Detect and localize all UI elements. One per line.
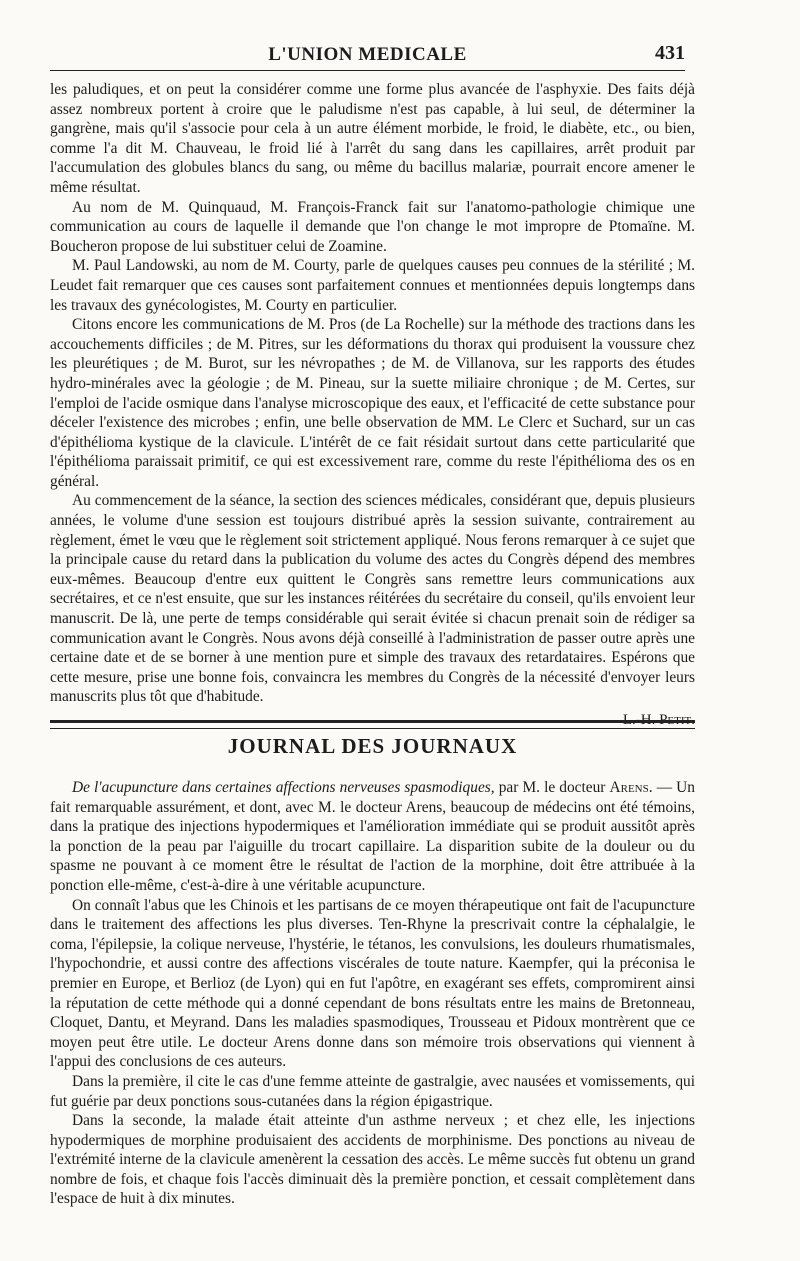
congress-report-section <box>50 80 695 731</box>
paragraph-text: — Un fait remarquable assurément, et dont, avec M. le docteur Arens, beaucoup de médecins ont été témoins, dans la pratique des injections hypodermiques et l'amélioration immédiate qui se produit aussitôt après la ponction de la peau par l'aiguille du trocart capillaire. La disparition subite de la douleur ou du spasme ne pouvant à ce moment être le résultat de l'action de la morphine, doit être attribuée à la ponction elle-même, c'est-à-dire à une véritable acupuncture. <box>50 779 695 894</box>
journal-review-section <box>50 778 695 1209</box>
section-divider <box>50 720 695 729</box>
page-header <box>50 40 685 70</box>
paragraph: M. Paul Landowski, au nom de M. Courty, parle de quelques causes peu connues de la stérilité ; M. Leudet fait remarquer que ces causes sont parfaitement connues et mentionnées depuis longtemps dans les travaux des gynécologistes, M. Courty en particulier. <box>50 257 695 314</box>
paragraph: On connaît l'abus que les Chinois et les partisans de ce moyen thérapeutique ont fait de l'acupuncture dans le traitement des affections les plus diverses. Ten-Rhyne la prescrivait contre la céphalalgie, le coma, l'épilepsie, la colique nerveuse, l'hystérie, le tétanos, les convulsions, les douleurs rhumatismales, l'hypochondrie, et aussi contre des affections viscérales de toute nature. Kaempfer, qui la préconisa le premier en Europe, et Berlioz (de Lyon) qui en fut l'apôtre, en exagérant ses effets, compromirent ainsi la réputation de cette méthode qui a donné cependant de bons résultats entre les mains de Bretonneau, Cloquet, Dantu, et Meyrand. Dans les maladies spasmodiques, Trousseau et Pidoux montrèrent que ce moyen peut être utile. Le docteur Arens donne dans son mémoire trois observations qui viennent à l'appui des conclusions de ces auteurs. <box>50 896 695 1071</box>
paragraph: Au commencement de la séance, la section des sciences médicales, considérant que, depuis plusieurs années, le volume d'une session est toujours distribué après la session suivante, contrairement au règlement, émet le vœu que le règlement soit strictement appliqué. Nous ferons remarquer à ce sujet que la principale cause du retard dans la publication du volume des actes du Congrès dépend des membres eux-mêmes. Beaucoup d'entre eux quittent le Congrès sans remettre leurs communications aux secrétaires, et ce n'est ensuite, que sur les instances réitérées du secrétaire du conseil, qu'ils envoient leur manuscrit. De là, une perte de temps considérable qui serait évitée si chacun prenait soin de rédiger sa communication avant le Congrès. Nous avons déjà conseillé à l'administration de passer outre après une certaine date et de se borner à une mention pure et simple des travaux des retardataires. Espérons que cette mesure, prise une bonne fois, convaincra les membres du Congrès de la nécessité d'envoyer leurs manuscrits plus tôt que d'habitude. <box>50 492 695 706</box>
page-number: 431 <box>655 42 685 64</box>
paragraph <box>50 778 695 896</box>
author-signature: L.-H. Petit. <box>622 712 695 728</box>
author-name: Arens. <box>609 779 653 796</box>
paragraph: Citons encore les communications de M. Pros (de La Rochelle) sur la méthode des tractions dans les accouchements difficiles ; de M. Pitres, sur les déformations du thorax qui produisent la voussure chez les pleurétiques ; de M. Burot, sur les névropathes ; de M. de Villanova, sur les rapports des études hydro-minérales avec la géologie ; de M. Pineau, sur la suette miliaire chronique ; de M. Certes, sur l'emploi de l'acide osmique dans l'analyse microscopique des eaux, et l'efficacité de cette substance pour déceler l'existence des microbes ; enfin, une belle observation de MM. Le Clerc et Suchard, sur un cas d'épithélioma kystique de la clavicule. L'intérêt de ce fait résidait surtout dans cette particularité que l'épithélioma paraissait primitif, ce qui est excessivement rare, comme du reste l'épithélioma des os en général. <box>50 316 695 490</box>
paragraph: Dans la première, il cite le cas d'une femme atteinte de gastralgie, avec nausées et vomissements, qui fut guérie par deux ponctions sous-cutanées dans la région épigastrique. <box>50 1072 695 1110</box>
paragraph: les paludiques, et on peut la considérer comme une forme plus avancée de l'asphyxie. Des faits déjà assez nombreux portent à croire que le paludisme n'est pas capable, à lui seul, de déterminer la gangrène, mais qu'il s'associe pour cela à un autre élément morbide, le froid, le diabète, etc., ou bien, comme l'a dit M. Chauveau, le froid lié à l'arrêt du sang dans les capillaires, arrêt produit par l'accumulation des globules blancs du sang, ou même du bacillus malariæ, pourrait encore amener le même résultat. <box>50 81 695 196</box>
byline-prefix: par M. le docteur <box>498 779 606 796</box>
section-heading: JOURNAL DES JOURNAUX <box>227 734 518 758</box>
header-rule <box>50 70 685 71</box>
paragraph: Au nom de M. Quinquaud, M. François-Franck fait sur l'anatomo-pathologie chimique une communication au cours de laquelle il demande que l'on change le mot impropre de Ptomaïne. M. Boucheron propose de lui substituer celui de Zoamine. <box>50 198 695 255</box>
paragraph: Dans la seconde, la malade était atteinte d'un asthme nerveux ; et chez elle, les injections hypodermiques de morphine produisaient des accidents de morphinisme. Des ponctions au niveau de l'extrémité interne de la clavicule amenèrent la cessation des accès. Le même succès fut obtenu un grand nombre de fois, et chaque fois l'accès diminuait dès la première ponction, et cessait complètement dans l'espace de huit à dix minutes. <box>50 1112 695 1208</box>
running-title: L'UNION MEDICALE <box>268 44 467 65</box>
article-title: De l'acupuncture dans certaines affections nerveuses spasmodiques, <box>72 779 495 796</box>
